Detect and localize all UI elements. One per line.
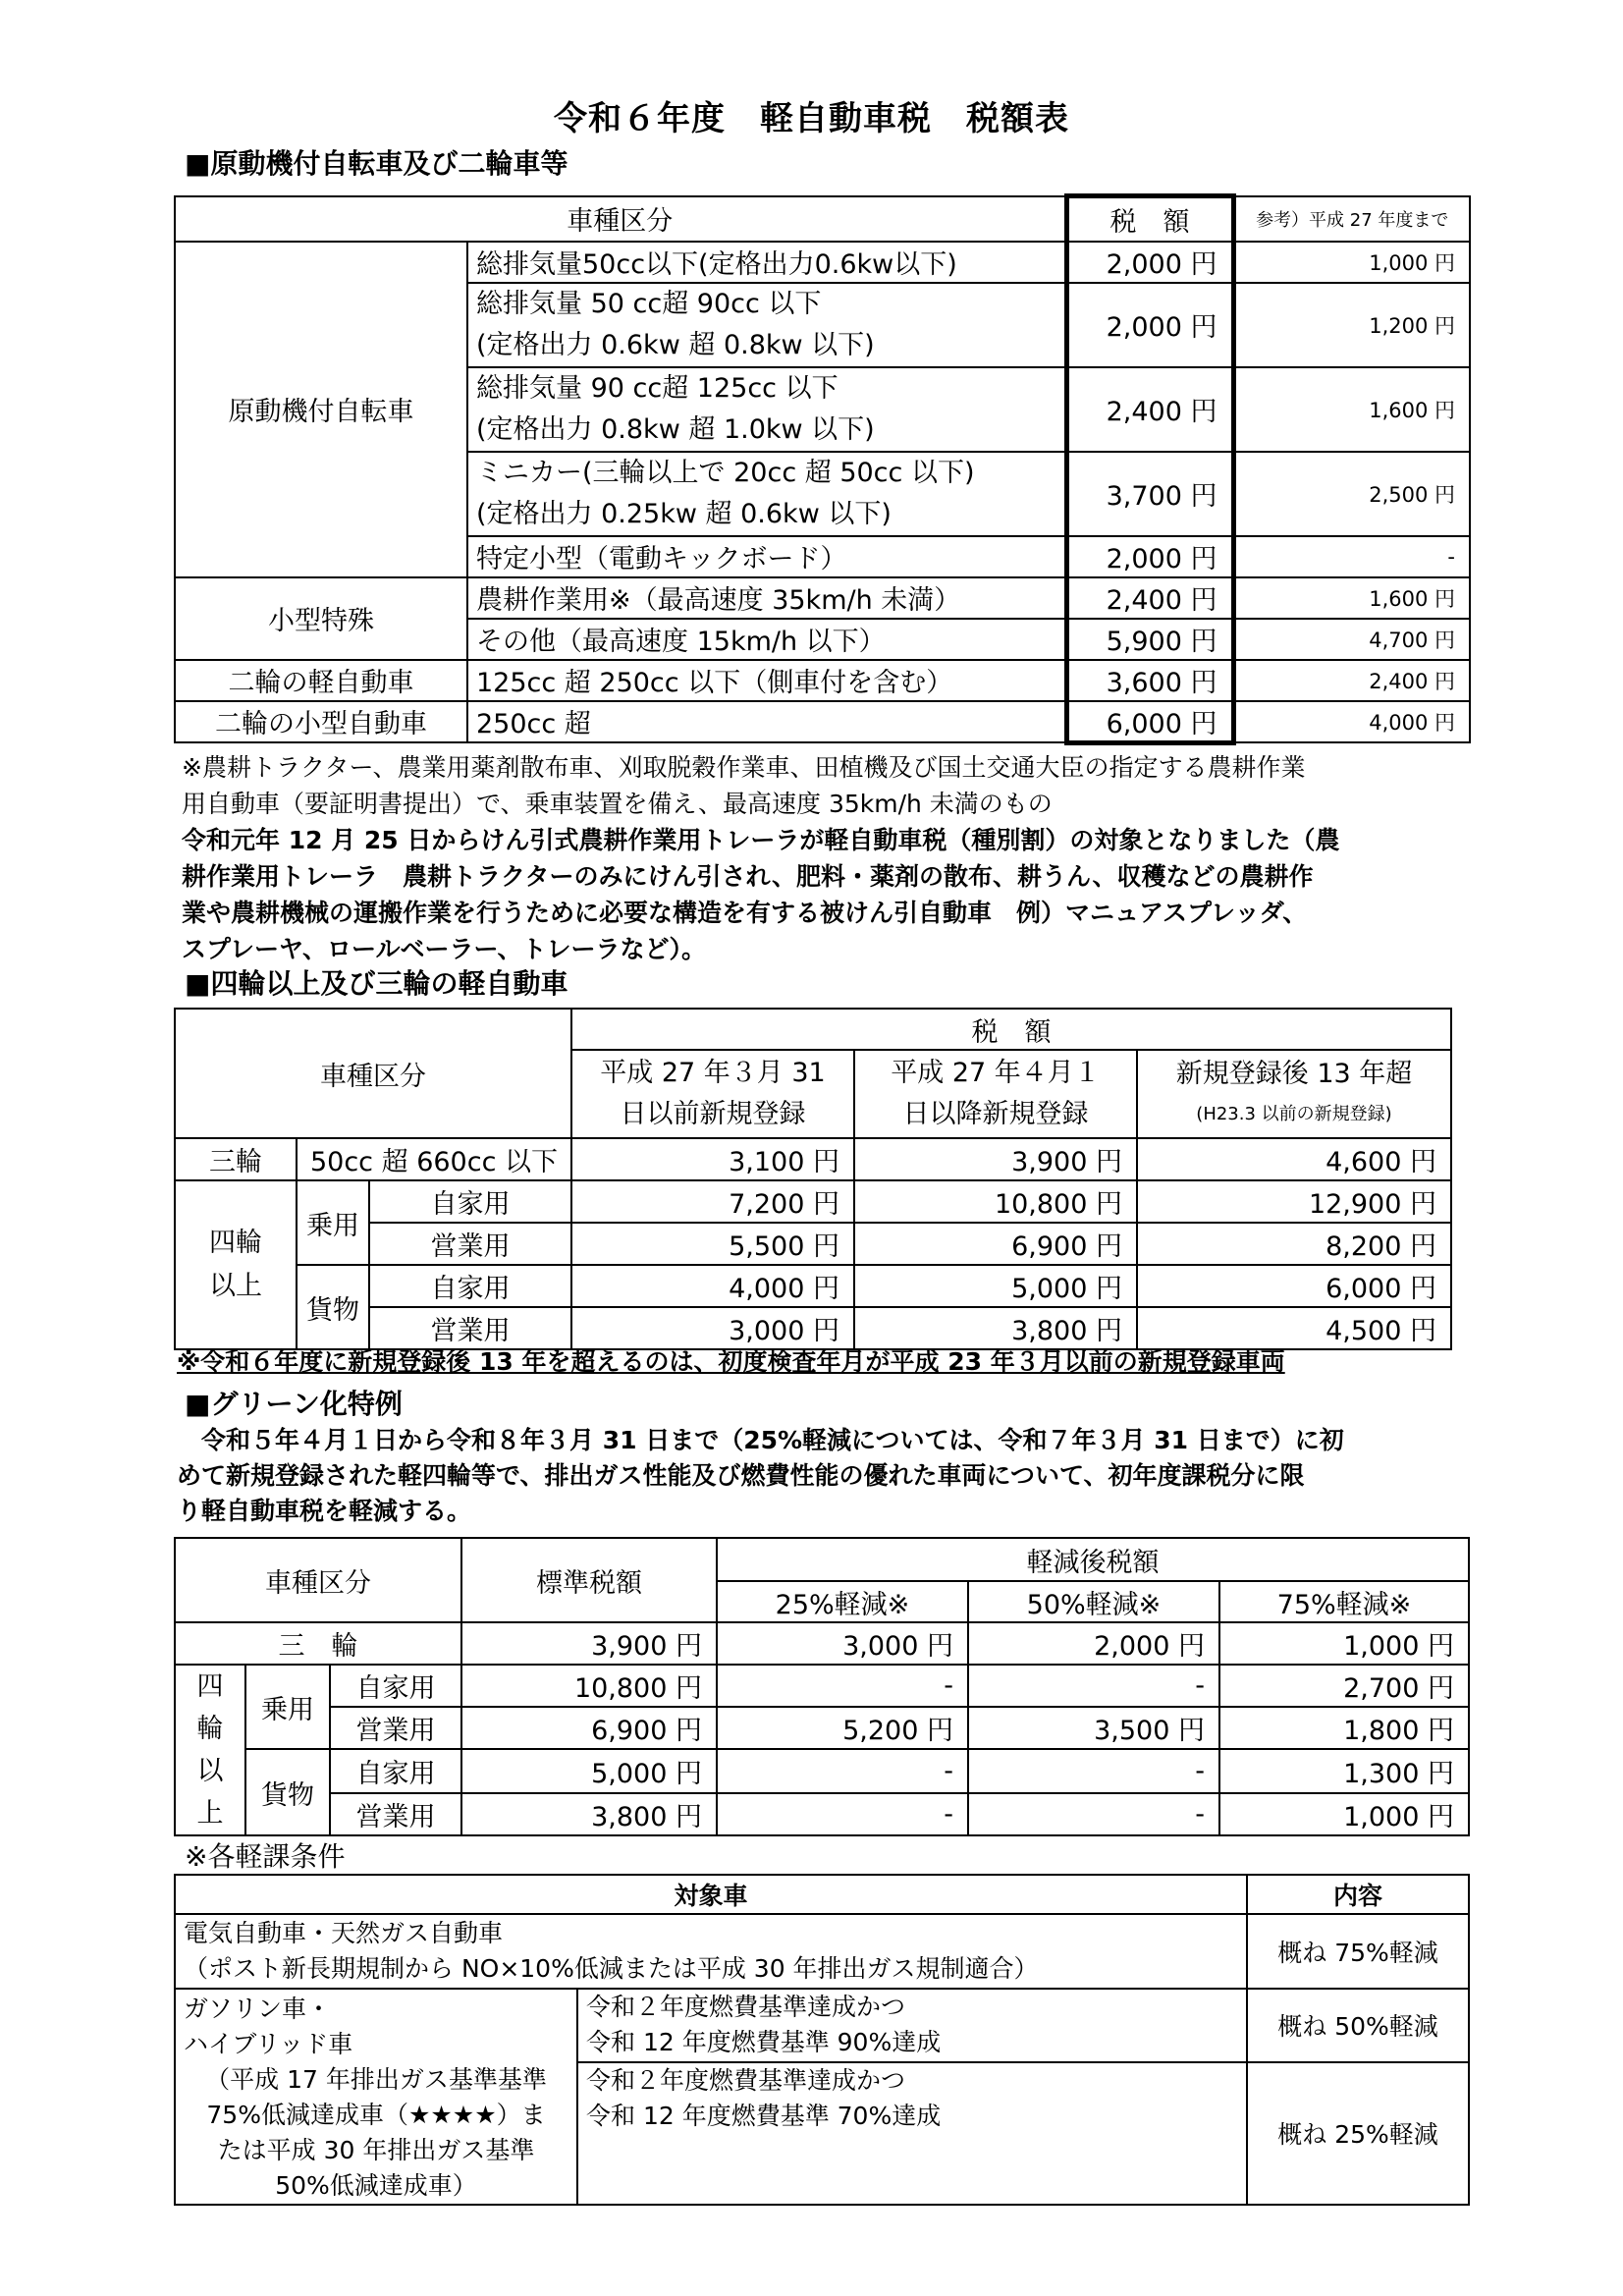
s4-header-target: 対象車 <box>175 1875 1247 1914</box>
s3-r2-v0: 5,000 円 <box>461 1749 717 1793</box>
s1-row3-ref: 2,500 円 <box>1233 452 1470 536</box>
s1-header-reference: 参考）平成 27 年度まで <box>1233 196 1470 242</box>
s3-r2-v1: - <box>717 1749 968 1793</box>
s2-r1-v2: 6,900 円 <box>854 1223 1137 1265</box>
s2-r0-v2: 10,800 円 <box>854 1180 1137 1223</box>
s3-three-v3: 1,000 円 <box>1219 1622 1469 1665</box>
s3-r3-v0: 3,800 円 <box>461 1793 717 1835</box>
s4-cond50: 令和２年度燃費基準達成かつ 令和 12 年度燃費基準 90%達成 <box>577 1989 1247 2062</box>
s1-row4-tax: 2,000 円 <box>1066 536 1233 577</box>
s3-r2-v2: - <box>968 1749 1219 1793</box>
s2-header-col1: 平成 27 年３月 31 日以前新規登録 <box>571 1050 854 1138</box>
s2-business-label-2: 営業用 <box>369 1307 571 1349</box>
s3-cargo-label: 貨物 <box>245 1749 330 1835</box>
s1-row8-ref: 4,000 円 <box>1233 701 1470 743</box>
s1-row8-desc: 250cc 超 <box>467 701 1066 743</box>
s4-content25: 概ね 25%軽減 <box>1247 2062 1469 2205</box>
s2-r2-v3: 6,000 円 <box>1137 1265 1451 1307</box>
s3-r1-v1: 5,200 円 <box>717 1707 968 1749</box>
s3-three-v1: 3,000 円 <box>717 1622 968 1665</box>
s1-row1-desc: 総排気量 50 cc超 90cc 以下 (定格出力 0.6kw 超 0.8kw 以下) <box>467 283 1066 367</box>
s4-content50: 概ね 50%軽減 <box>1247 1989 1469 2062</box>
s1-row3-tax: 3,700 円 <box>1066 452 1233 536</box>
s1-row6-ref: 4,700 円 <box>1233 619 1470 660</box>
s2-r2-v2: 5,000 円 <box>854 1265 1137 1307</box>
s1-header-category: 車種区分 <box>175 196 1066 242</box>
s1-row1-tax: 2,000 円 <box>1066 283 1233 367</box>
s3-private-label-2: 自家用 <box>330 1749 461 1793</box>
s3-business-label-2: 営業用 <box>330 1793 461 1835</box>
s3-r0-v1: - <box>717 1665 968 1707</box>
s1-row8-tax: 6,000 円 <box>1066 701 1233 743</box>
section3-heading: ■グリーン化特例 <box>185 1388 403 1420</box>
s3-passenger-label: 乗用 <box>245 1665 330 1749</box>
s1-row2-desc: 総排気量 90 cc超 125cc 以下 (定格出力 0.8kw 超 1.0kw 以下) <box>467 367 1066 452</box>
s1-row0-ref: 1,000 円 <box>1233 242 1470 283</box>
s3-header-r50: 50%軽減※ <box>968 1581 1219 1622</box>
s1-row2-tax: 2,400 円 <box>1066 367 1233 452</box>
s3-r0-v2: - <box>968 1665 1219 1707</box>
section1-heading: ■原動機付自転車及び二輪車等 <box>185 147 568 180</box>
s1-group-small2: 二輪の小型自動車 <box>175 701 467 743</box>
s3-paragraph: 令和５年４月１日から令和８年３月 31 日まで（25%軽減については、令和７年３月 31 日まで）に初 めて新規登録された軽四輪等で、排出ガス性能及び燃費性能の優れた車両について、初年度課税分に限 り軽自動車税を軽減する。 <box>177 1426 1344 1525</box>
s3-header-r25: 25%軽減※ <box>717 1581 968 1622</box>
s3-r3-v2: - <box>968 1793 1219 1835</box>
s4-header-content: 内容 <box>1247 1875 1469 1914</box>
s1-row4-desc: 特定小型（電動キックボード） <box>467 536 1066 577</box>
s2-r3-v3: 4,500 円 <box>1137 1307 1451 1349</box>
s2-r3-v1: 3,000 円 <box>571 1307 854 1349</box>
s3-r3-v3: 1,000 円 <box>1219 1793 1469 1835</box>
section4-heading: ※各軽課条件 <box>185 1840 346 1873</box>
s4-ev-content: 概ね 75%軽減 <box>1247 1914 1469 1989</box>
s2-r3-v2: 3,800 円 <box>854 1307 1137 1349</box>
s3-r0-v3: 2,700 円 <box>1219 1665 1469 1707</box>
conditions-table <box>174 1874 1470 2206</box>
s2-four-label: 四輪 以上 <box>175 1180 297 1349</box>
s1-group-special: 小型特殊 <box>175 577 467 660</box>
s1-row2-ref: 1,600 円 <box>1233 367 1470 452</box>
s2-three-v2: 3,900 円 <box>854 1138 1137 1180</box>
s1-group-light2: 二輪の軽自動車 <box>175 660 467 701</box>
s1-row7-tax: 3,600 円 <box>1066 660 1233 701</box>
s3-private-label: 自家用 <box>330 1665 461 1707</box>
s2-r1-v3: 8,200 円 <box>1137 1223 1451 1265</box>
s3-header-r75: 75%軽減※ <box>1219 1581 1469 1622</box>
s3-r1-v3: 1,800 円 <box>1219 1707 1469 1749</box>
s3-r1-v2: 3,500 円 <box>968 1707 1219 1749</box>
s2-passenger-label: 乗用 <box>297 1180 369 1265</box>
s2-header-tax: 税 額 <box>571 1009 1451 1050</box>
s4-ev-target: 電気自動車・天然ガス自動車 （ポスト新長期規制から NO×10%低減または平成 30 年排出ガス規制適合） <box>175 1914 1247 1989</box>
s3-three-v0: 3,900 円 <box>461 1622 717 1665</box>
s2-business-label: 営業用 <box>369 1223 571 1265</box>
s2-r0-v1: 7,200 円 <box>571 1180 854 1223</box>
s3-r3-v1: - <box>717 1793 968 1835</box>
s2-cargo-label: 貨物 <box>297 1265 369 1349</box>
s2-r1-v1: 5,500 円 <box>571 1223 854 1265</box>
s2-header-category: 車種区分 <box>175 1009 571 1138</box>
section2-heading: ■四輪以上及び三輪の軽自動車 <box>185 967 568 1000</box>
s3-four-label: 四 輪 以 上 <box>175 1665 245 1835</box>
s1-group-moped: 原動機付自転車 <box>175 242 467 577</box>
s2-three-label: 三輪 <box>175 1138 297 1180</box>
green-tax-table <box>174 1537 1470 1836</box>
s3-business-label: 営業用 <box>330 1707 461 1749</box>
s3-header-standard: 標準税額 <box>461 1538 717 1622</box>
moped-tax-table <box>174 193 1471 745</box>
s1-row5-tax: 2,400 円 <box>1066 577 1233 619</box>
s2-three-spec: 50cc 超 660cc 以下 <box>297 1138 571 1180</box>
s3-r0-v0: 10,800 円 <box>461 1665 717 1707</box>
s3-r2-v3: 1,300 円 <box>1219 1749 1469 1793</box>
s3-three-label: 三 輪 <box>175 1622 461 1665</box>
s1-notes: ※農耕トラクター、農業用薬剤散布車、刈取脱穀作業車、田植機及び国土交通大臣の指定する農耕作業 用自動車（要証明書提出）で、乗車装置を備え、最高速度 35km/h 未満のもの 令和元年 12 月 25 日からけん引式農耕作業用トレーラが軽自動車税（種別割）の対象となりました（農 耕作業用トレーラ 農耕トラクターのみにけん引され、肥料・薬剤の散布、耕うん、収穫などの農耕作 業や農耕機械の運搬作業を行うために必要な構造を有する被けん引自動車 例）マニュアスプレッダ、 スプレーヤ、ロールベーラー、トレーラなど）。 <box>182 753 1340 963</box>
s2-private-label: 自家用 <box>369 1180 571 1223</box>
s1-row7-ref: 2,400 円 <box>1233 660 1470 701</box>
s4-cond25: 令和２年度燃費基準達成かつ 令和 12 年度燃費基準 70%達成 <box>577 2062 1247 2205</box>
s1-row6-tax: 5,900 円 <box>1066 619 1233 660</box>
s2-header-col3: 新規登録後 13 年超 (H23.3 以前の新規登録) <box>1137 1050 1451 1138</box>
s1-row0-desc: 総排気量50cc以下(定格出力0.6kw以下) <box>467 242 1066 283</box>
s3-three-v2: 2,000 円 <box>968 1622 1219 1665</box>
s1-row4-ref: - <box>1233 536 1470 577</box>
s1-row1-ref: 1,200 円 <box>1233 283 1470 367</box>
s1-row5-desc: 農耕作業用※（最高速度 35km/h 未満） <box>467 577 1066 619</box>
s2-header-col2: 平成 27 年４月１ 日以降新規登録 <box>854 1050 1137 1138</box>
s3-header-reduced: 軽減後税額 <box>717 1538 1469 1581</box>
s1-row7-desc: 125cc 超 250cc 以下（側車付を含む） <box>467 660 1066 701</box>
s1-header-tax: 税 額 <box>1066 196 1233 242</box>
s1-row0-tax: 2,000 円 <box>1066 242 1233 283</box>
s2-three-v3: 4,600 円 <box>1137 1138 1451 1180</box>
s2-r0-v3: 12,900 円 <box>1137 1180 1451 1223</box>
page-title: 令和６年度 軽自動車税 税額表 <box>554 99 1069 138</box>
s1-row6-desc: その他（最高速度 15km/h 以下） <box>467 619 1066 660</box>
kei-car-tax-table <box>174 1008 1452 1350</box>
s1-row5-ref: 1,600 円 <box>1233 577 1470 619</box>
s3-header-category: 車種区分 <box>175 1538 461 1622</box>
s2-three-v1: 3,100 円 <box>571 1138 854 1180</box>
s3-r1-v0: 6,900 円 <box>461 1707 717 1749</box>
s4-gas-target: ガソリン車・ ハイブリッド車 （平成 17 年排出ガス基準基準 75%低減達成車（★★★★）ま たは平成 30 年排出ガス基準 50%低減達成車） <box>175 1989 577 2205</box>
s2-note: ※令和６年度に新規登録後 13 年を超えるのは、初度検査年月が平成 23 年３月以前の新規登録車両 <box>177 1347 1285 1376</box>
s2-private-label-2: 自家用 <box>369 1265 571 1307</box>
s1-row3-desc: ミニカー(三輪以上で 20cc 超 50cc 以下) (定格出力 0.25kw 超 0.6kw 以下) <box>467 452 1066 536</box>
s2-r2-v1: 4,000 円 <box>571 1265 854 1307</box>
